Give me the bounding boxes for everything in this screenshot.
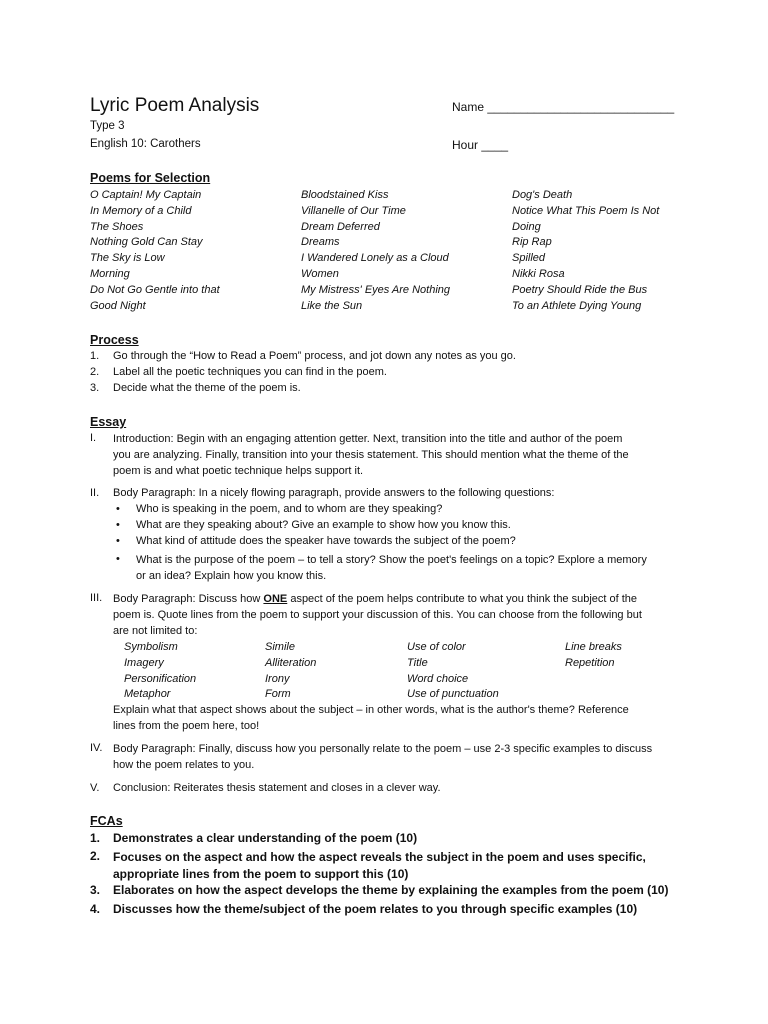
list-number: 2. xyxy=(90,366,100,378)
essay-body-3 xyxy=(113,742,652,774)
fca-item: Demonstrates a clear understanding of the poem (10) xyxy=(113,831,418,845)
text-line: Introduction: Begin with an engaging attention getter. Next, transition into the title and author of the poem xyxy=(113,433,623,445)
bullet-icon: • xyxy=(116,503,120,515)
text-line: are not limited to: xyxy=(113,624,198,637)
roman-numeral: II. xyxy=(90,487,100,499)
aspect-column-2 xyxy=(265,640,316,703)
list-number: 1. xyxy=(90,350,100,362)
poem-title: Nothing Gold Can Stay xyxy=(90,236,203,249)
poem-title: Good Night xyxy=(90,299,146,312)
emphasis-one: ONE xyxy=(263,593,288,605)
text-line: Focuses on the aspect and how the aspect reveals the subject in the poem and uses specific, xyxy=(113,850,646,864)
aspect-item: Metaphor xyxy=(124,688,171,701)
poem-title: Nikki Rosa xyxy=(512,267,565,280)
aspect-item: Irony xyxy=(265,672,290,685)
poem-title: Villanelle of Our Time xyxy=(301,204,406,217)
text-line: lines from the poem here, too! xyxy=(113,719,260,732)
aspect-item: Title xyxy=(407,656,428,669)
poem-column-3 xyxy=(512,188,659,314)
text-line: poem is and what poetic technique helps support it. xyxy=(113,464,364,477)
page-title: Lyric Poem Analysis xyxy=(90,95,260,116)
roman-numeral: III. xyxy=(90,592,103,604)
essay-heading: Essay xyxy=(90,415,127,429)
process-heading: Process xyxy=(90,333,139,347)
roman-numeral: I. xyxy=(90,432,97,444)
fca-item: Discusses how the theme/subject of the poem relates to you through specific examples (10) xyxy=(113,902,638,916)
text-line: poem is. Quote lines from the poem to support your discussion of this. You can choose from the following but xyxy=(113,608,642,621)
poem-title: Spilled xyxy=(512,252,546,265)
bullet-text xyxy=(136,553,647,585)
bullet-text: What kind of attitude does the speaker have towards the subject of the poem? xyxy=(136,535,516,547)
bullet-icon: • xyxy=(116,553,120,565)
poem-title: The Shoes xyxy=(90,220,144,233)
poem-title: Dreams xyxy=(301,236,340,249)
poem-title: Bloodstained Kiss xyxy=(301,189,389,201)
aspect-item: Form xyxy=(265,688,291,701)
aspect-item: Word choice xyxy=(407,672,469,685)
text-line: how the poem relates to you. xyxy=(113,758,255,771)
aspect-item: Use of punctuation xyxy=(407,688,499,701)
text-line: What is the purpose of the poem – to tell a story? Show the poet's feelings on a topic? Explore a memory xyxy=(136,554,647,566)
poem-title: Doing xyxy=(512,220,541,233)
poem-title: I Wandered Lonely as a Cloud xyxy=(301,252,449,265)
poem-title: O Captain! My Captain xyxy=(90,189,202,201)
essay-conclusion: Conclusion: Reiterates thesis statement and closes in a clever way. xyxy=(113,782,441,794)
bullet-icon: • xyxy=(116,519,120,531)
text-segment: aspect of the poem helps contribute to what you think the subject of the xyxy=(287,593,638,605)
fca-item: Elaborates on how the aspect develops the theme by explaining the examples from the poem (10) xyxy=(113,883,669,897)
process-step: Go through the “How to Read a Poem” process, and jot down any notes as you go. xyxy=(113,350,516,362)
list-number: 2. xyxy=(90,849,101,863)
aspect-item: Symbolism xyxy=(124,641,178,653)
aspect-item: Simile xyxy=(265,641,295,653)
poem-title: Morning xyxy=(90,267,130,280)
poem-title: Notice What This Poem Is Not xyxy=(512,204,660,217)
poem-title: Rip Rap xyxy=(512,236,552,249)
process-step: Label all the poetic techniques you can find in the poem. xyxy=(113,366,387,378)
essay-body-2-followup xyxy=(113,703,629,735)
poem-title: Do Not Go Gentle into that xyxy=(90,283,220,296)
course-label: English 10: Carothers xyxy=(90,138,201,150)
aspect-item: Imagery xyxy=(124,656,164,669)
aspect-column-3 xyxy=(407,640,499,703)
bullet-text: Who is speaking in the poem, and to whom are they speaking? xyxy=(136,503,443,515)
poem-title: To an Athlete Dying Young xyxy=(512,299,642,312)
text-line: you are analyzing. Finally, transition into your thesis statement. This should mention what the theme of the xyxy=(113,448,629,461)
essay-body-1: Body Paragraph: In a nicely flowing paragraph, provide answers to the following questions: xyxy=(113,487,555,499)
text-segment: Body Paragraph: Discuss how xyxy=(113,593,264,605)
aspect-item: Personification xyxy=(124,672,197,685)
poem-title: Dream Deferred xyxy=(301,220,380,233)
poem-column-2 xyxy=(301,188,450,314)
aspect-column-4 xyxy=(565,640,622,672)
list-number: 3. xyxy=(90,883,101,897)
fcas-heading: FCAs xyxy=(90,814,123,828)
aspect-column-1 xyxy=(124,640,196,703)
type-label: Type 3 xyxy=(90,120,125,132)
poem-title: In Memory of a Child xyxy=(90,204,192,217)
name-field[interactable]: Name ____________________________ xyxy=(452,100,675,114)
text-line xyxy=(113,592,642,608)
poem-title: Women xyxy=(301,267,339,280)
roman-numeral: V. xyxy=(90,782,100,794)
text-line: appropriate lines from the poem to support this (10) xyxy=(113,867,409,881)
poem-title: Like the Sun xyxy=(301,299,363,312)
fca-item xyxy=(113,849,646,883)
bullet-icon: • xyxy=(116,535,120,547)
essay-body-2 xyxy=(113,592,642,639)
list-number: 1. xyxy=(90,831,101,845)
roman-numeral: IV. xyxy=(90,742,103,754)
list-number: 3. xyxy=(90,382,100,394)
process-step: Decide what the theme of the poem is. xyxy=(113,382,301,394)
aspect-item: Repetition xyxy=(565,656,615,669)
aspect-item: Line breaks xyxy=(565,641,622,653)
bullet-text: What are they speaking about? Give an example to show how you know this. xyxy=(136,519,511,531)
poem-title: Dog's Death xyxy=(512,189,573,201)
poem-title: The Sky is Low xyxy=(90,252,165,265)
poem-title: My Mistress' Eyes Are Nothing xyxy=(301,283,451,296)
essay-intro xyxy=(113,432,629,479)
text-line: Explain what that aspect shows about the subject – in other words, what is the author's theme? Reference xyxy=(113,704,629,716)
aspect-item: Use of color xyxy=(407,641,466,653)
text-line: Body Paragraph: Finally, discuss how you personally relate to the poem – use 2-3 specific examples to discuss xyxy=(113,743,653,755)
text-line: or an idea? Explain how you know this. xyxy=(136,569,327,582)
hour-field[interactable]: Hour ____ xyxy=(452,138,509,152)
list-number: 4. xyxy=(90,902,101,916)
aspect-item: Alliteration xyxy=(265,656,317,669)
poem-title: Poetry Should Ride the Bus xyxy=(512,283,648,296)
poem-column-1 xyxy=(90,188,220,314)
poems-heading: Poems for Selection xyxy=(90,171,211,185)
